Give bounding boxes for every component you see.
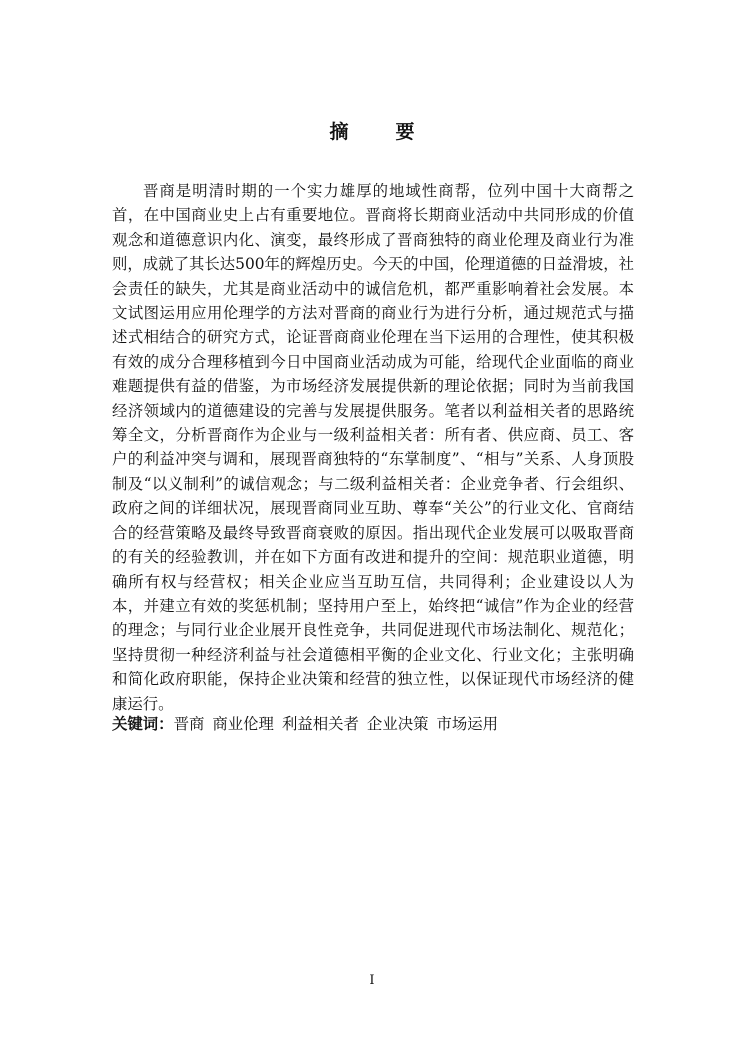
keyword-item: 晋商: [173, 715, 205, 733]
keywords-line: [112, 712, 634, 736]
page-number: I: [369, 973, 375, 988]
keyword-item: 商业伦理: [212, 715, 274, 733]
keywords-label: 关键词：: [112, 715, 174, 733]
keyword-item: 企业决策: [366, 715, 429, 733]
page-title: 摘 要: [329, 121, 429, 143]
keyword-item: 利益相关者: [281, 715, 359, 733]
keyword-item: 市场运用: [436, 715, 499, 733]
abstract-body: 晋商是明清时期的一个实力雄厚的地域性商帮，位列中国十大商帮之首，在中国商业史上占有重要地位。晋商将长期商业活动中共同形成的价值观念和道德意识内化、演变，最终形成了晋商独特的商业伦理及商业行为准则，成就了其长达500年的辉煌历史。今天的中国，伦理道德的日益滑坡，社会责任的缺失，尤其是商业活动中的诚信危机，都严重影响着社会发展。本文试图运用应用伦理学的方法对晋商的商业行为进行分析，通过规范式与描述式相结合的研究方式，论证晋商商业伦理在当下运用的合理性，使其积极有效的成分合理移植到今日中国商业活动成为可能，给现代企业面临的商业难题提供有益的借鉴，为市场经济发展提供新的理论依据；同时为当前我国经济领域内的道德建设的完善与发展提供服务。笔者以利益相关者的思路统筹全文，分析晋商作为企业与一级利益相关者：所有者、供应商、员工、客户的利益冲突与调和，展现晋商独特的“东掌制度”、“相与”关系、人身顶股制及“以义制利”的诚信观念；与二级利益相关者：企业竞争者、行会组织、政府之间的详细状况，展现晋商同业互助、尊奉“关公”的行业文化、官商结合的经营策略及最终导致晋商衰败的原因。指出现代企业发展可以吸取晋商的有关的经验教训，并在如下方面有改进和提升的空间：规范职业道德，明确所有权与经营权；相关企业应当互助互信，共同得利；企业建设以人为本，并建立有效的奖惩机制；坚持用户至上，始终把“诚信”作为企业的经营的理念；与同行业企业展开良性竞争，共同促进现代市场法制化、规范化；坚持贯彻一种经济利益与社会道德相平衡的企业文化、行业文化；主张明确和简化政府职能，保持企业决策和经营的独立性，以保证现代市场经济的健康运行。: [112, 182, 634, 713]
